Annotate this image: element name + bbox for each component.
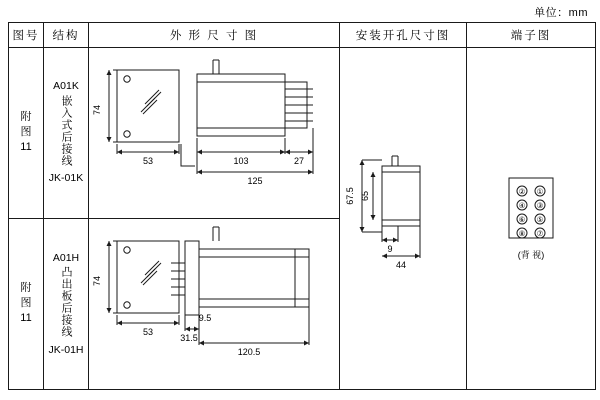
table-header-row	[9, 23, 596, 48]
row1-struct-text: 嵌入式后接线	[60, 94, 72, 167]
row1-no-l2: 图	[20, 126, 32, 139]
row1-no-l3: 11	[20, 141, 32, 154]
hole-drawing	[340, 47, 467, 389]
row1-struct-code-top: A01K	[53, 80, 79, 93]
row1-structure	[44, 47, 89, 218]
row1-struct-code-bottom: JK-01K	[48, 172, 84, 185]
dimension-table	[8, 22, 596, 390]
hole-dim-height-outer: 67.5	[345, 186, 355, 205]
row2-outline-drawing	[89, 218, 340, 389]
row2-dim-width-left: 53	[142, 326, 154, 337]
row2-dim-width-right: 31.5	[180, 332, 198, 343]
hole-dim-width-total: 44	[395, 259, 407, 270]
row1-figure-no	[9, 47, 44, 218]
row2-no-l3: 11	[20, 312, 32, 325]
row1-dim-width-left: 53	[142, 155, 154, 166]
row2-figure-no	[9, 218, 44, 389]
terminal-num-8: ⑧	[518, 228, 526, 238]
row2-struct-code-top: A01H	[52, 251, 80, 264]
row2-dim-width-total: 120.5	[237, 346, 261, 357]
row1-no-l1: 附	[20, 111, 32, 124]
header-col-hole: 安装开孔尺寸图	[340, 23, 467, 48]
hole-dim-width-inner: 9	[387, 243, 393, 254]
unit-note: 单位：mm	[534, 7, 588, 19]
row1-dim-width-total: 125	[247, 175, 263, 186]
terminal-num-1: ①	[536, 186, 544, 196]
header-col-struct: 结构	[44, 23, 89, 48]
row2-struct-text: 凸出板后接线	[60, 266, 72, 339]
row1-dim-width-mid: 103	[233, 155, 249, 166]
header-col-outline: 外 形 尺 寸 图	[89, 23, 340, 48]
row1-dim-height-left: 74	[92, 104, 102, 115]
row2-dim-height-left: 74	[92, 275, 102, 286]
row2-dim-width-mid: 9.5	[198, 312, 212, 323]
row2-structure	[44, 218, 89, 389]
terminal-caption: (背 视)	[517, 249, 545, 260]
terminal-num-5: ⑤	[536, 214, 544, 224]
table-row	[9, 47, 596, 218]
row2-no-l2: 图	[20, 297, 32, 310]
header-col-term: 端子图	[467, 23, 596, 48]
row2-no-l1: 附	[20, 282, 32, 295]
hole-dim-height-inner: 65	[360, 190, 370, 201]
row1-dim-width-right: 27	[293, 155, 305, 166]
terminal-num-6: ⑥	[518, 214, 526, 224]
terminal-drawing	[467, 47, 596, 389]
terminal-num-3: ③	[536, 200, 544, 210]
terminal-num-4: ④	[518, 200, 526, 210]
terminal-num-7: ⑦	[536, 228, 544, 238]
row2-struct-code-bottom: JK-01H	[48, 343, 84, 356]
header-col-no: 图号	[9, 23, 44, 48]
row1-outline-drawing	[89, 47, 340, 218]
terminal-num-2: ②	[518, 186, 526, 196]
